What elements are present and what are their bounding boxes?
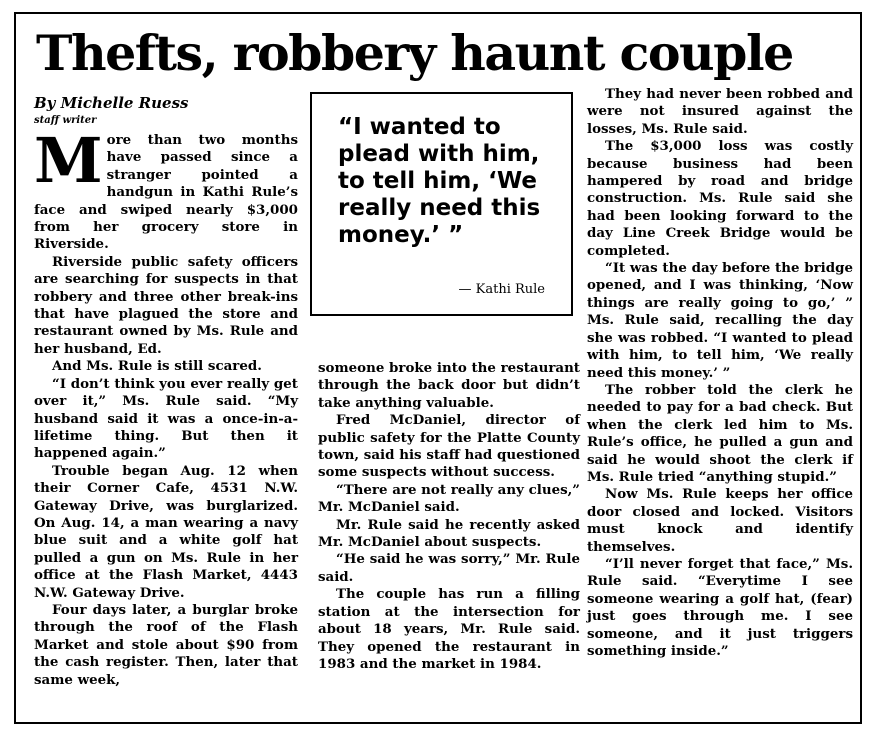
pullquote-attribution: — Kathi Rule bbox=[458, 282, 545, 297]
paragraph: And Ms. Rule is still scared. bbox=[52, 358, 262, 375]
paragraph: “It was the day before the bridge opened, and I was thinking, ‘Now things are really going to go,’ ” Ms. Rule said, recalling the day she was robbed. “I wanted to plead with him, to tell him, ‘We really need this money.’ ” bbox=[587, 260, 853, 381]
drop-cap: M bbox=[34, 124, 103, 197]
byline: By Michelle Ruess bbox=[34, 94, 189, 112]
paragraph: Fred McDaniel, director of public safety for the Platte County town, said his staff had questioned some suspects without success. bbox=[318, 412, 580, 481]
paragraph: Now Ms. Rule keeps her office door closed and locked. Visitors must knock and identify themselves. bbox=[587, 486, 853, 555]
paragraph: The $3,000 loss was costly because business had been hampered by road and bridge construction. Ms. Rule said she had been looking forward to the day Line Creek Bridge would be completed. bbox=[587, 138, 853, 259]
byline-role: staff writer bbox=[34, 115, 97, 126]
pullquote-text: “I wanted to plead with him, to tell him, ‘We really need this money.’ ” bbox=[338, 114, 541, 248]
paragraph: Trouble began Aug. 12 when their Corner Cafe, 4531 N.W. Gateway Drive, was burglarized. On Aug. 14, a man wearing a navy blue suit and a white golf hat pulled a gun on Ms. Rule in her office at the Flash Market, 4443 N.W. Gateway Drive. bbox=[34, 462, 298, 601]
headline: Thefts, robbery haunt couple bbox=[36, 24, 793, 82]
pullquote-box bbox=[310, 92, 573, 316]
paragraph: Riverside public safety officers are searching for suspects in that robbery and three other break-ins that have plagued the store and restaurant owned by Ms. Rule and her husband, Ed. bbox=[34, 253, 298, 357]
paragraph: The couple has run a filling station at the intersection for about 18 years, Mr. Rule said. They opened the restaurant in 1983 and the market in 1984. bbox=[318, 586, 580, 672]
lead-paragraph bbox=[34, 124, 298, 254]
paragraph: They had never been robbed and were not insured against the losses, Ms. Rule said. bbox=[587, 86, 853, 137]
paragraph: “I’ll never forget that face,” Ms. Rule said. “Everytime I see someone wearing a golf hat, (fear) just goes through me. I see someone, and it just triggers something inside.” bbox=[587, 555, 853, 659]
lead-text: ore than two months have passed since a stranger pointed a handgun in Kathi Rule’s face and swiped nearly $3,000 from her grocery store in Riverside. bbox=[34, 132, 298, 253]
paragraph: “I don’t think you ever really get over it,” Ms. Rule said. “My husband said it was a once-in-a-lifetime thing. But then it happened again.” bbox=[34, 375, 298, 462]
paragraph: Four days later, a burglar broke through the roof of the Flash Market and stole about $90 from the cash register. Then, later that same week, bbox=[34, 601, 298, 688]
article-column-3 bbox=[587, 86, 853, 660]
article-column-1 bbox=[34, 124, 298, 689]
paragraph: Mr. Rule said he recently asked Mr. McDaniel about suspects. bbox=[318, 516, 580, 551]
article-frame bbox=[14, 12, 862, 724]
article-column-2 bbox=[318, 360, 580, 673]
paragraph: “He said he was sorry,” Mr. Rule said. bbox=[318, 551, 580, 585]
paragraph-continuation: someone broke into the restaurant through the back door but didn’t take anything valuable. bbox=[318, 360, 580, 411]
paragraph: The robber told the clerk he needed to pay for a bad check. But when the clerk led him to Ms. Rule’s office, he pulled a gun and said he would shoot the clerk if Ms. Rule tried “anything stupid.” bbox=[587, 381, 853, 485]
paragraph: “There are not really any clues,” Mr. McDaniel said. bbox=[318, 481, 580, 516]
